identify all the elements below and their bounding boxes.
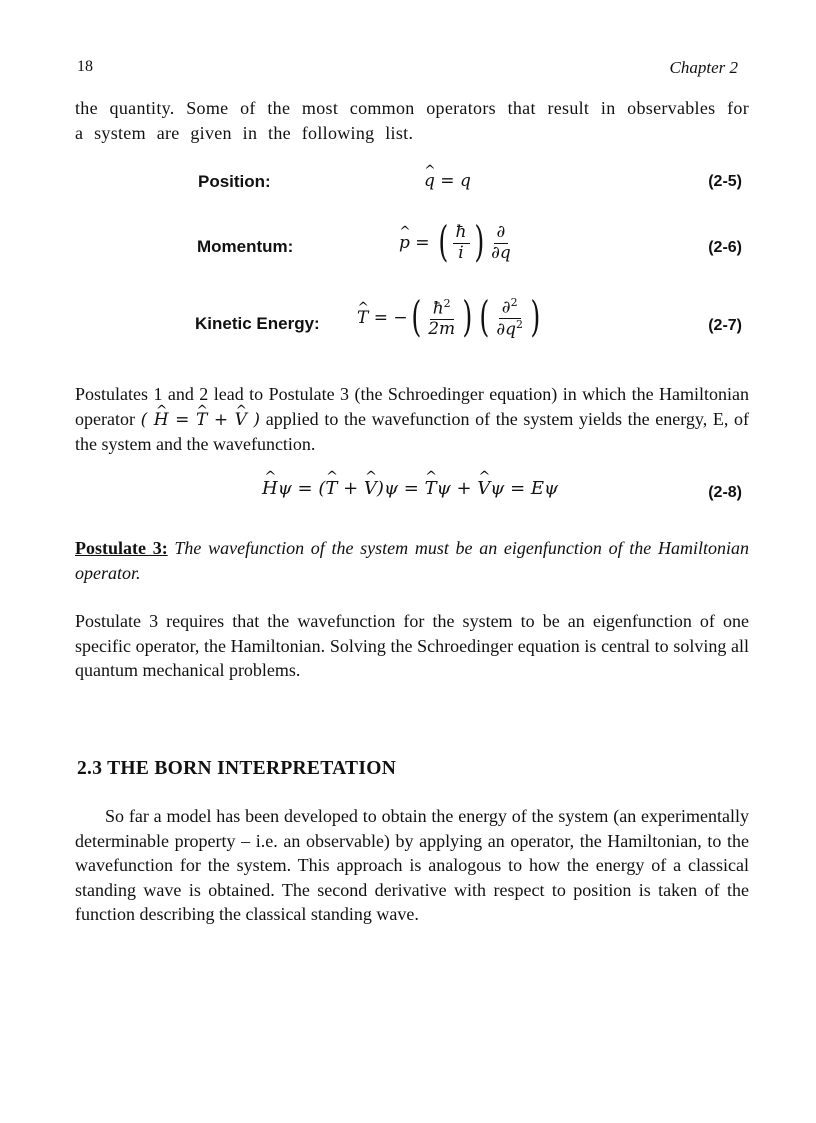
equation-number-2-8: (2-8) (708, 484, 742, 501)
postulate-3-statement (75, 536, 749, 585)
equation-number-2-5: (2-5) (708, 173, 742, 190)
kinetic-energy-label: Kinetic Energy: (195, 314, 320, 333)
kinetic-energy-equation: ^ T = −( $\frac{ħ^2}{2m}$ ) ( $\frac{\partial^2}{\partial q^2}$ ) (357, 297, 544, 340)
equation-number-2-7: (2-7) (708, 317, 742, 334)
hamiltonian-definition: ( ^ H = ^ T + ^ V ) (141, 410, 260, 430)
postulate-3-label: Postulate 3: (75, 538, 168, 558)
section-heading: 2.3 THE BORN INTERPRETATION (77, 758, 397, 779)
born-paragraph: So far a model has been developed to obtain the energy of the system (an experimentally determinable property – i.e. an observable) by applying an operator, the Hamiltonian, to the wavefunction for the system. This approach is analogous to how the energy of a classical standing wave is obtained. The second derivative with respect to position is taken of the function describing the classical standing wave. (75, 806, 749, 924)
position-equation: ^ q = q (424, 171, 471, 191)
postulates-paragraph-after: applied to the wavefunction of the system yields the energy, E, of the system and the wavefunction. (75, 408, 750, 454)
postulates-paragraph-before: Postulates 1 and 2 lead to Postulate 3 (the Schroedinger equation) in which the Hamiltonian operator (75, 384, 749, 429)
postulate-3-paragraph: Postulate 3 requires that the wavefunction for the system to be an eigenfunction of one specific operator, the Hamiltonian. Solving the Schroedinger equation is central to solving all quantum mechanical problems. (75, 611, 749, 680)
intro-paragraph: the quantity. Some of the most common operators that result in observables for a system are given in the following list. (75, 98, 749, 143)
equation-number-2-6: (2-6) (708, 239, 742, 256)
schrodinger-equation: ^ Hψ = (^ T + ^ V)ψ = ^ Tψ + ^ Vψ = Eψ (262, 478, 558, 499)
chapter-header: Chapter 2 (669, 58, 738, 77)
postulate-3-text: The wavefunction of the system must be an eigenfunction of the Hamiltonian operator. (75, 538, 750, 583)
position-label: Position: (198, 172, 271, 191)
momentum-label: Momentum: (197, 237, 294, 256)
postulates-paragraph (75, 382, 749, 457)
page-number: 18 (77, 58, 93, 75)
momentum-equation: ^ p = ( $\frac{ħ}{i}$ ) $\frac{\partial}{\partial q}$ (399, 222, 515, 265)
